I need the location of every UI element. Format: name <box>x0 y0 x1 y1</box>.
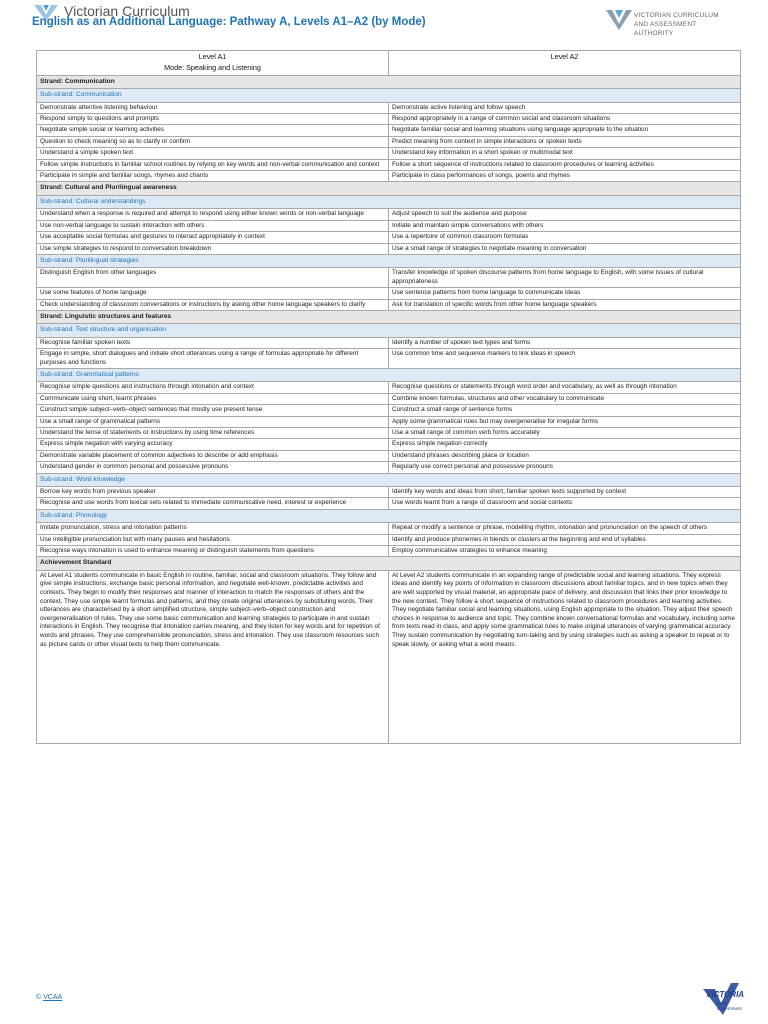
cell-a2: Follow a short sequence of instructions related to classroom procedures or learning activities <box>389 159 741 170</box>
cell-a2: Participate in class performances of songs, poems and rhymes <box>389 171 741 182</box>
cell-a1: Communicate using short, learnt phrases <box>37 393 389 404</box>
table-row <box>37 523 741 534</box>
substrand-row <box>37 89 741 102</box>
strand-label: Strand: Communication <box>37 75 741 88</box>
cell-a2: Identify and produce phonemes in blends or clusters at the beginning and end of syllables <box>389 534 741 545</box>
table-row <box>37 220 741 231</box>
cell-a1: Borrow key words from previous speaker <box>37 487 389 498</box>
cell-a1: Demonstrate variable placement of common adjectives to describe or add emphasis <box>37 450 389 461</box>
substrand-row <box>37 254 741 267</box>
cell-a1: Follow simple instructions in familiar school routines by relying on key words and non-verbal communication and context <box>37 159 389 170</box>
cell-a2: Regularly use correct personal and possessive pronouns <box>389 462 741 473</box>
cell-a1: Express simple negation with varying accuracy <box>37 439 389 450</box>
cell-a2: Use common time and sequence markers to link ideas in speech <box>389 349 741 369</box>
achievement-a1: At Level A1 students communicate in basic English in routine, familiar, social and classroom situations. They follow and give simple instructions, exchange basic personal information, and negotiate well-known, predictable activities and contexts. They begin to modify their responses and manner of interaction to match the responses of others and the context. They use simple learnt formulas and patterns, and they create original utterances by substituting words. Their utterances are characterised by a short simplified structure, simple subject–verb–object construction and overgeneralisation of rules. They use some basic communication and learning strategies to participate in and sustain interactions in English. They recognise that intonation carries meaning, and they listen for key words and for repetition of words and phrases. They use comprehensible pronunciation, stress and intonation. They use classroom resources such as picture cards or other visual texts to help them communicate. <box>37 570 389 743</box>
cell-a2: Use words learnt from a range of classroom and social contexts <box>389 498 741 509</box>
cell-a1: Check understanding of classroom conversations or instructions by asking other home language speakers to clarify <box>37 299 389 310</box>
cell-a1: Use some features of home language <box>37 288 389 299</box>
cell-a1: Distinguish English from other languages <box>37 268 389 288</box>
cell-a2: Understand phrases describing place or location <box>389 450 741 461</box>
table-row <box>37 487 741 498</box>
cell-a2: Employ communicative strategies to enhance meaning <box>389 546 741 557</box>
copyright-symbol: © <box>36 994 42 1001</box>
brand-text: Victorian Curriculum <box>64 3 190 19</box>
column-header-a2: Level A2 <box>389 51 741 76</box>
table-row <box>37 337 741 348</box>
table-row <box>37 439 741 450</box>
substrand-row <box>37 509 741 522</box>
cell-a2: Combine known formulas, structures and other vocabulary to communicate <box>389 393 741 404</box>
page-header <box>0 0 768 48</box>
table-row <box>37 232 741 243</box>
table-row <box>37 268 741 288</box>
cell-a1: Recognise and use words from lexical sets related to immediate communicative need, interest or experience <box>37 498 389 509</box>
cell-a1: Recognise ways intonation is used to enhance meaning or distinguish statements from questions <box>37 546 389 557</box>
cell-a2: Identify a number of spoken text types and forms <box>389 337 741 348</box>
table-header-row <box>37 51 741 76</box>
victoria-logo-icon <box>701 981 741 1017</box>
table-row <box>37 546 741 557</box>
table-row <box>37 498 741 509</box>
cell-a1: Understand the tense of statements or instructions by using time references <box>37 428 389 439</box>
cell-a2: Express simple negation correctly <box>389 439 741 450</box>
substrand-row <box>37 368 741 381</box>
level-a1-label: Level A1 <box>198 52 227 61</box>
strand-row <box>37 75 741 88</box>
table-row <box>37 450 741 461</box>
cell-a1: Understand gender in common personal and possessive pronouns <box>37 462 389 473</box>
table-row <box>37 534 741 545</box>
substrand-row <box>37 473 741 486</box>
cell-a1: Understand a simple spoken text <box>37 148 389 159</box>
strand-row <box>37 557 741 570</box>
table-row <box>37 125 741 136</box>
vcaa-logo <box>606 8 736 37</box>
substrand-label: Sub-strand: Phonology <box>37 509 741 522</box>
table-row <box>37 171 741 182</box>
document-title: English as an Additional Language: Pathway A, Levels A1–A2 (by Mode) <box>32 16 426 28</box>
cell-a1: Construct simple subject–verb–object sentences that mostly use present tense <box>37 405 389 416</box>
strand-label: Strand: Linguistic structures and features <box>37 310 741 323</box>
cell-a1: Recognise simple questions and instructions through intonation and context <box>37 382 389 393</box>
table-row <box>37 349 741 369</box>
cell-a2: Repeat or modify a sentence or phrase, modelling rhythm, intonation and pronunciation on the speech of others <box>389 523 741 534</box>
table-row <box>37 393 741 404</box>
cell-a2: Demonstrate active listening and follow speech <box>389 102 741 113</box>
cell-a2: Use a small range of common verb forms accurately <box>389 428 741 439</box>
substrand-label: Sub-strand: Word knowledge <box>37 473 741 486</box>
substrand-row <box>37 195 741 208</box>
achievement-a2: At Level A2 students communicate in an expanding range of predictable social and learning situations. They express ideas and identify key points of information in classroom discussions about familiar topics, and in new topics when they are well supported by visual material, an appropriate pace of delivery, and discussion that links their prior knowledge to the new context. They follow a short sequence of instructions related to classroom procedures and learning activities. They negotiate familiar social and learning situations, using English appropriate to the situation. They adjust their speech choices in response to audience and topic. They combine known conversational formulas and vocabulary, including some from texts read in class, and apply some grammatical rules to make original utterances of varying grammatical accuracy. They sustain communication by negotiating turn-taking and by using strategies such as asking a speaker to repeat or to speak slowly, or asking what a word means. <box>389 570 741 743</box>
cell-a2: Understand key information in a short spoken or multimodal text <box>389 148 741 159</box>
victoria-state-government-logo <box>701 981 745 1017</box>
cell-a2: Use a repertoire of common classroom formulas <box>389 232 741 243</box>
cell-a2: Recognise questions or statements through word order and vocabulary, as well as through intonation <box>389 382 741 393</box>
substrand-label: Sub-strand: Communication <box>37 89 741 102</box>
cell-a2: Transfer knowledge of spoken discourse patterns from home language to English, with some issues of cultural appropriateness <box>389 268 741 288</box>
victoria-word: VICTORIA <box>706 990 745 999</box>
table-row <box>37 102 741 113</box>
vcaa-line1: VICTORIAN CURRICULUM <box>634 12 719 19</box>
table-body <box>37 75 741 570</box>
curriculum-table <box>36 50 741 744</box>
cell-a2: Use a small range of strategies to negotiate meaning in conversation <box>389 243 741 254</box>
table-row <box>37 416 741 427</box>
table-row <box>37 243 741 254</box>
mode-label: Mode: Speaking and Listening <box>164 63 261 73</box>
substrand-row <box>37 324 741 337</box>
cell-a2: Identify key words and ideas from short, familiar spoken texts supported by context <box>389 487 741 498</box>
cell-a2: Initiate and maintain simple conversations with others <box>389 220 741 231</box>
table-row <box>37 114 741 125</box>
cell-a2: Use sentence patterns from home language to communicate ideas <box>389 288 741 299</box>
cell-a2: Apply some grammatical rules but may overgeneralise for irregular forms <box>389 416 741 427</box>
table-row <box>37 299 741 310</box>
cell-a1: Negotiate simple social or learning activities <box>37 125 389 136</box>
cell-a2: Adjust speech to suit the audience and purpose <box>389 209 741 220</box>
table-row <box>37 428 741 439</box>
cell-a2: Predict meaning from context in simple interactions or spoken texts <box>389 136 741 147</box>
cell-a1: Recognise familiar spoken texts <box>37 337 389 348</box>
table-row <box>37 136 741 147</box>
vcaa-link[interactable]: VCAA <box>43 994 63 1001</box>
cell-a1: Demonstrate attentive listening behaviour <box>37 102 389 113</box>
vcaa-mark-icon <box>606 8 632 30</box>
substrand-label: Sub-strand: Grammatical patterns <box>37 368 741 381</box>
cell-a1: Use acceptable social formulas and gestures to interact appropriately in context <box>37 232 389 243</box>
cell-a1: Use intelligible pronunciation but with many pauses and hesitations <box>37 534 389 545</box>
vcaa-line2: AND ASSESSMENT AUTHORITY <box>634 21 697 37</box>
cell-a1: Understand when a response is required and attempt to respond using either known words or non-verbal language <box>37 209 389 220</box>
achievement-row <box>37 570 741 743</box>
table-row <box>37 209 741 220</box>
table-row <box>37 159 741 170</box>
copyright <box>36 994 62 1001</box>
cell-a2: Respond appropriately in a range of common social and classroom situations <box>389 114 741 125</box>
cell-a2: Ask for translation of specific words from other home language speakers <box>389 299 741 310</box>
cell-a2: Construct a small range of sentence forms <box>389 405 741 416</box>
cell-a1: Question to check meaning so as to clarify or confirm <box>37 136 389 147</box>
table-row <box>37 288 741 299</box>
strand-row <box>37 310 741 323</box>
table-row <box>37 148 741 159</box>
substrand-label: Sub-strand: Cultural understandings <box>37 195 741 208</box>
strand-label: Achievement Standard <box>37 557 741 570</box>
cell-a1: Use a small range of grammatical patterns <box>37 416 389 427</box>
substrand-label: Sub-strand: Plurilingual strategies <box>37 254 741 267</box>
cell-a1: Imitate pronunciation, stress and intonation patterns <box>37 523 389 534</box>
table-row <box>37 462 741 473</box>
cell-a1: Participate in simple and familiar songs, rhymes and chants <box>37 171 389 182</box>
cell-a1: Respond simply to questions and prompts <box>37 114 389 125</box>
cell-a1: Use simple strategies to respond to conversation breakdown <box>37 243 389 254</box>
cell-a2: Negotiate familiar social and learning situations using language appropriate to the situation <box>389 125 741 136</box>
vic-government: Government <box>717 1006 742 1011</box>
strand-row <box>37 182 741 195</box>
cell-a1: Engage in simple, short dialogues and initiate short utterances using a range of formulas appropriate for different purposes and functions <box>37 349 389 369</box>
substrand-label: Sub-strand: Text structure and organisation <box>37 324 741 337</box>
strand-label: Strand: Cultural and Plurilingual awareness <box>37 182 741 195</box>
vic-state: State <box>717 1001 728 1006</box>
table-row <box>37 382 741 393</box>
column-header-a1 <box>37 51 389 76</box>
table-row <box>37 405 741 416</box>
cell-a1: Use non-verbal language to sustain interaction with others <box>37 220 389 231</box>
